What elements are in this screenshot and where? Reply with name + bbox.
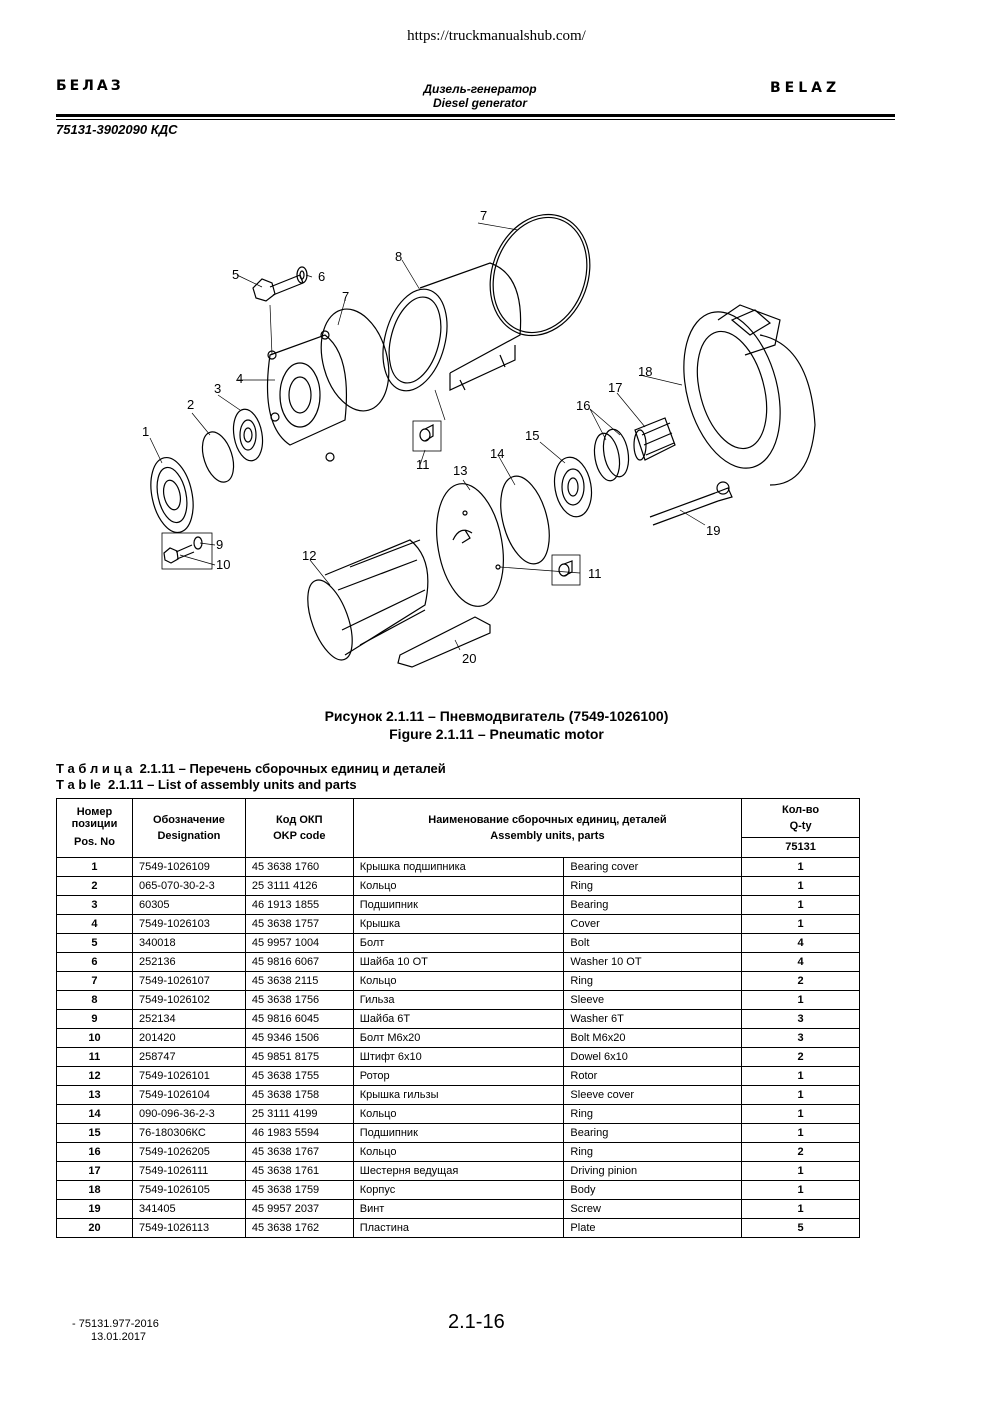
cell-pos: 15 bbox=[57, 1124, 133, 1143]
header-title-ru: Дизель-генератор bbox=[423, 82, 537, 96]
cell-name-ru: Подшипник bbox=[353, 1124, 564, 1143]
cell-name-ru: Кольцо bbox=[353, 1143, 564, 1162]
cell-qty: 1 bbox=[742, 858, 860, 877]
cell-designation: 7549-1026104 bbox=[132, 1086, 245, 1105]
table-row bbox=[57, 1048, 860, 1067]
header-pos: Номер позиции Pos. No bbox=[57, 799, 133, 858]
table-row bbox=[57, 934, 860, 953]
cell-qty: 2 bbox=[742, 972, 860, 991]
table-header-row bbox=[57, 799, 860, 838]
part-rotor-12 bbox=[299, 540, 428, 666]
diagram-label-18: 18 bbox=[638, 364, 653, 379]
diagram-label-8: 8 bbox=[395, 249, 403, 264]
header-name: Наименование сборочных единиц, деталей Assembly units, parts bbox=[353, 799, 741, 858]
cell-okp: 45 3638 1757 bbox=[245, 915, 353, 934]
cell-pos: 17 bbox=[57, 1162, 133, 1181]
cell-okp: 46 1913 1855 bbox=[245, 896, 353, 915]
table-row bbox=[57, 972, 860, 991]
cell-name-en: Cover bbox=[564, 915, 742, 934]
footer-doc-info bbox=[72, 1318, 159, 1344]
callout-box-11-bottom bbox=[552, 555, 580, 585]
part-dowel-11-top bbox=[420, 425, 433, 441]
table-row bbox=[57, 896, 860, 915]
cell-name-ru: Шайба 10 ОТ bbox=[353, 953, 564, 972]
cell-qty: 5 bbox=[742, 1219, 860, 1238]
cell-name-en: Washer 6T bbox=[564, 1010, 742, 1029]
cell-designation: 341405 bbox=[132, 1200, 245, 1219]
cell-pos: 4 bbox=[57, 915, 133, 934]
cell-pos: 1 bbox=[57, 858, 133, 877]
cell-name-ru: Болт М6х20 bbox=[353, 1029, 564, 1048]
cell-name-ru: Ротор bbox=[353, 1067, 564, 1086]
callout-box-9-10 bbox=[162, 533, 212, 569]
figure-caption-ru: Рисунок 2.1.11 – Пневмодвигатель (7549-1026100) bbox=[324, 708, 669, 724]
table-row bbox=[57, 991, 860, 1010]
cell-qty: 1 bbox=[742, 1162, 860, 1181]
cell-qty: 1 bbox=[742, 1200, 860, 1219]
diagram-label-6: 6 bbox=[318, 269, 326, 284]
diagram-label-3: 3 bbox=[214, 381, 222, 396]
cell-qty: 1 bbox=[742, 1105, 860, 1124]
part-sleeve-8 bbox=[373, 263, 521, 398]
header-designation: Обозначение Designation bbox=[132, 799, 245, 858]
cell-designation: 60305 bbox=[132, 896, 245, 915]
cell-pos: 9 bbox=[57, 1010, 133, 1029]
cell-name-en: Ring bbox=[564, 1143, 742, 1162]
cell-name-en: Bolt bbox=[564, 934, 742, 953]
cell-okp: 45 3638 1756 bbox=[245, 991, 353, 1010]
table-row bbox=[57, 1219, 860, 1238]
cell-pos: 20 bbox=[57, 1219, 133, 1238]
cell-name-en: Body bbox=[564, 1181, 742, 1200]
part-ring-14 bbox=[492, 471, 558, 569]
part-bearing-cover-1 bbox=[145, 454, 200, 537]
cell-name-en: Plate bbox=[564, 1219, 742, 1238]
cell-name-ru: Кольцо bbox=[353, 877, 564, 896]
pneumatic-motor-diagram bbox=[120, 195, 840, 675]
cell-name-en: Screw bbox=[564, 1200, 742, 1219]
cell-designation: 7549-1026109 bbox=[132, 858, 245, 877]
table-row bbox=[57, 1181, 860, 1200]
belaz-logo-ru: БЕЛАЗ bbox=[56, 78, 124, 94]
cell-pos: 3 bbox=[57, 896, 133, 915]
cell-qty: 4 bbox=[742, 934, 860, 953]
cell-name-en: Bearing cover bbox=[564, 858, 742, 877]
cell-qty: 2 bbox=[742, 1143, 860, 1162]
part-ring-7-small bbox=[311, 301, 400, 418]
table-caption-en bbox=[56, 777, 357, 792]
table-row bbox=[57, 858, 860, 877]
footer-date: 13.01.2017 bbox=[91, 1331, 147, 1343]
cell-designation: 252134 bbox=[132, 1010, 245, 1029]
cell-pos: 6 bbox=[57, 953, 133, 972]
cell-designation: 7549-1026102 bbox=[132, 991, 245, 1010]
cell-pos: 13 bbox=[57, 1086, 133, 1105]
table-row bbox=[57, 1143, 860, 1162]
cell-designation: 7549-1026111 bbox=[132, 1162, 245, 1181]
cell-name-ru: Шестерня ведущая bbox=[353, 1162, 564, 1181]
diagram-label-11-top: 11 bbox=[416, 457, 430, 472]
cell-name-ru: Крышка гильзы bbox=[353, 1086, 564, 1105]
cell-okp: 45 3638 2115 bbox=[245, 972, 353, 991]
cell-pos: 12 bbox=[57, 1067, 133, 1086]
header-qty: Кол-во Q-ty bbox=[742, 799, 860, 838]
cell-name-ru: Крышка bbox=[353, 915, 564, 934]
part-ring-16-a bbox=[591, 431, 623, 482]
cell-pos: 19 bbox=[57, 1200, 133, 1219]
cell-pos: 18 bbox=[57, 1181, 133, 1200]
diagram-label-7-small: 7 bbox=[342, 289, 350, 304]
cell-okp: 45 9957 1004 bbox=[245, 934, 353, 953]
cell-qty: 4 bbox=[742, 953, 860, 972]
cell-name-en: Sleeve cover bbox=[564, 1086, 742, 1105]
table-row bbox=[57, 1067, 860, 1086]
diagram-label-12: 12 bbox=[302, 548, 317, 563]
cell-designation: 065-070-30-2-3 bbox=[132, 877, 245, 896]
cell-pos: 11 bbox=[57, 1048, 133, 1067]
diagram-label-14: 14 bbox=[490, 446, 505, 461]
page-number: 2.1-16 bbox=[448, 1311, 505, 1333]
cell-name-ru: Корпус bbox=[353, 1181, 564, 1200]
part-bearing-15 bbox=[550, 454, 596, 519]
cell-designation: 76-180306КС bbox=[132, 1124, 245, 1143]
cell-okp: 45 3638 1767 bbox=[245, 1143, 353, 1162]
diagram-label-5: 5 bbox=[232, 267, 240, 282]
table-row bbox=[57, 1162, 860, 1181]
diagram-label-10: 10 bbox=[216, 557, 231, 572]
cell-okp: 25 3111 4199 bbox=[245, 1105, 353, 1124]
diagram-label-20: 20 bbox=[462, 651, 477, 666]
diagram-label-19: 19 bbox=[706, 523, 721, 538]
cell-pos: 2 bbox=[57, 877, 133, 896]
cell-designation: 258747 bbox=[132, 1048, 245, 1067]
parts-table bbox=[56, 798, 860, 1238]
part-body-18 bbox=[668, 301, 815, 485]
cell-name-en: Bearing bbox=[564, 896, 742, 915]
cell-name-en: Ring bbox=[564, 877, 742, 896]
cell-qty: 1 bbox=[742, 915, 860, 934]
table-row bbox=[57, 877, 860, 896]
cell-qty: 1 bbox=[742, 1124, 860, 1143]
cell-name-ru: Винт bbox=[353, 1200, 564, 1219]
cell-name-ru: Подшипник bbox=[353, 896, 564, 915]
cell-okp: 45 3638 1762 bbox=[245, 1219, 353, 1238]
cell-name-ru: Пластина bbox=[353, 1219, 564, 1238]
diagram-label-17: 17 bbox=[608, 380, 623, 395]
diagram-label-11-bottom: 11 bbox=[588, 566, 602, 581]
part-dowel-11-bottom bbox=[559, 561, 572, 576]
cell-okp: 46 1983 5594 bbox=[245, 1124, 353, 1143]
part-ring-7-large-inner bbox=[478, 204, 603, 346]
header-okp: Код ОКП OKP code bbox=[245, 799, 353, 858]
diagram-label-1: 1 bbox=[142, 424, 150, 439]
table-row bbox=[57, 1200, 860, 1219]
part-driving-pinion-17 bbox=[634, 418, 675, 460]
part-ring-2 bbox=[197, 428, 240, 486]
part-cover-4 bbox=[268, 331, 347, 461]
part-bearing-3 bbox=[230, 407, 267, 463]
cell-okp: 25 3111 4126 bbox=[245, 877, 353, 896]
cell-designation: 7549-1026101 bbox=[132, 1067, 245, 1086]
cell-designation: 7549-1026205 bbox=[132, 1143, 245, 1162]
cell-pos: 14 bbox=[57, 1105, 133, 1124]
cell-name-en: Ring bbox=[564, 1105, 742, 1124]
table-caption-ru bbox=[56, 761, 446, 776]
cell-qty: 1 bbox=[742, 1181, 860, 1200]
cell-name-en: Washer 10 OT bbox=[564, 953, 742, 972]
cell-pos: 10 bbox=[57, 1029, 133, 1048]
cell-okp: 45 3638 1758 bbox=[245, 1086, 353, 1105]
belaz-logo-en: BELAZ bbox=[770, 80, 841, 96]
cell-okp: 45 9816 6067 bbox=[245, 953, 353, 972]
table-row bbox=[57, 915, 860, 934]
cell-designation: 252136 bbox=[132, 953, 245, 972]
cell-name-ru: Кольцо bbox=[353, 972, 564, 991]
header-title-en: Diesel generator bbox=[432, 96, 528, 110]
cell-designation: 201420 bbox=[132, 1029, 245, 1048]
diagram-label-7-large: 7 bbox=[480, 208, 488, 223]
cell-okp: 45 3638 1755 bbox=[245, 1067, 353, 1086]
diagram-label-9: 9 bbox=[216, 537, 224, 552]
table-caption-en-text: 2.1.11 – List of assembly units and parts bbox=[108, 777, 357, 792]
diagram-label-2: 2 bbox=[187, 397, 195, 412]
header-rule-thin bbox=[56, 119, 895, 120]
cell-name-en: Dowel 6x10 bbox=[564, 1048, 742, 1067]
cell-name-en: Bearing bbox=[564, 1124, 742, 1143]
diagram-label-4: 4 bbox=[236, 371, 244, 386]
cell-name-ru: Гильза bbox=[353, 991, 564, 1010]
part-sleeve-cover-13 bbox=[428, 478, 513, 611]
cell-okp: 45 3638 1760 bbox=[245, 858, 353, 877]
cell-name-en: Bolt M6x20 bbox=[564, 1029, 742, 1048]
cell-designation: 7549-1026113 bbox=[132, 1219, 245, 1238]
cell-name-en: Sleeve bbox=[564, 991, 742, 1010]
cell-designation: 090-096-36-2-3 bbox=[132, 1105, 245, 1124]
cell-name-ru: Шайба 6Т bbox=[353, 1010, 564, 1029]
cell-pos: 16 bbox=[57, 1143, 133, 1162]
part-ring-16-b bbox=[600, 427, 632, 478]
cell-okp: 45 3638 1761 bbox=[245, 1162, 353, 1181]
cell-name-en: Driving pinion bbox=[564, 1162, 742, 1181]
cell-name-en: Rotor bbox=[564, 1067, 742, 1086]
cell-pos: 8 bbox=[57, 991, 133, 1010]
table-row bbox=[57, 1105, 860, 1124]
part-screw-19 bbox=[650, 482, 732, 525]
cell-qty: 1 bbox=[742, 896, 860, 915]
part-bolt-5 bbox=[253, 275, 303, 301]
cell-designation: 7549-1026103 bbox=[132, 915, 245, 934]
table-caption-ru-text: 2.1.11 – Перечень сборочных единиц и деталей bbox=[139, 761, 446, 776]
cell-qty: 2 bbox=[742, 1048, 860, 1067]
table-row bbox=[57, 1124, 860, 1143]
footer-doc-number: - 75131.977-2016 bbox=[72, 1318, 159, 1330]
cell-designation: 7549-1026107 bbox=[132, 972, 245, 991]
cell-name-en: Ring bbox=[564, 972, 742, 991]
table-row bbox=[57, 953, 860, 972]
callout-box-11-top bbox=[413, 421, 441, 451]
header-model: 75131 bbox=[742, 837, 860, 857]
table-caption-en-prefix: T a b le bbox=[56, 777, 101, 792]
diagram-label-13: 13 bbox=[453, 463, 468, 478]
cell-pos: 7 bbox=[57, 972, 133, 991]
cell-name-ru: Болт bbox=[353, 934, 564, 953]
cell-qty: 1 bbox=[742, 1086, 860, 1105]
cell-qty: 1 bbox=[742, 1067, 860, 1086]
part-bolt-10 bbox=[164, 545, 194, 563]
cell-qty: 3 bbox=[742, 1010, 860, 1029]
cell-qty: 3 bbox=[742, 1029, 860, 1048]
cell-qty: 1 bbox=[742, 991, 860, 1010]
cell-name-ru: Кольцо bbox=[353, 1105, 564, 1124]
cell-name-ru: Штифт 6х10 bbox=[353, 1048, 564, 1067]
table-caption-ru-prefix: Т а б л и ц а bbox=[56, 761, 133, 776]
table-row bbox=[57, 1029, 860, 1048]
header-title bbox=[300, 82, 660, 110]
cell-okp: 45 9851 8175 bbox=[245, 1048, 353, 1067]
site-url[interactable]: https://truckmanualshub.com/ bbox=[407, 28, 586, 44]
cell-designation: 340018 bbox=[132, 934, 245, 953]
document-code: 75131-3902090 КДС bbox=[56, 122, 178, 137]
cell-okp: 45 9816 6045 bbox=[245, 1010, 353, 1029]
diagram-label-15: 15 bbox=[525, 428, 540, 443]
cell-name-ru: Крышка подшипника bbox=[353, 858, 564, 877]
cell-designation: 7549-1026105 bbox=[132, 1181, 245, 1200]
diagram-label-16: 16 bbox=[576, 398, 591, 413]
cell-okp: 45 9957 2037 bbox=[245, 1200, 353, 1219]
figure-caption-en: Figure 2.1.11 – Pneumatic motor bbox=[389, 726, 604, 742]
cell-okp: 45 9346 1506 bbox=[245, 1029, 353, 1048]
cell-pos: 5 bbox=[57, 934, 133, 953]
header-rule-thick bbox=[56, 114, 895, 117]
table-row bbox=[57, 1010, 860, 1029]
table-row bbox=[57, 1086, 860, 1105]
cell-qty: 1 bbox=[742, 877, 860, 896]
cell-okp: 45 3638 1759 bbox=[245, 1181, 353, 1200]
